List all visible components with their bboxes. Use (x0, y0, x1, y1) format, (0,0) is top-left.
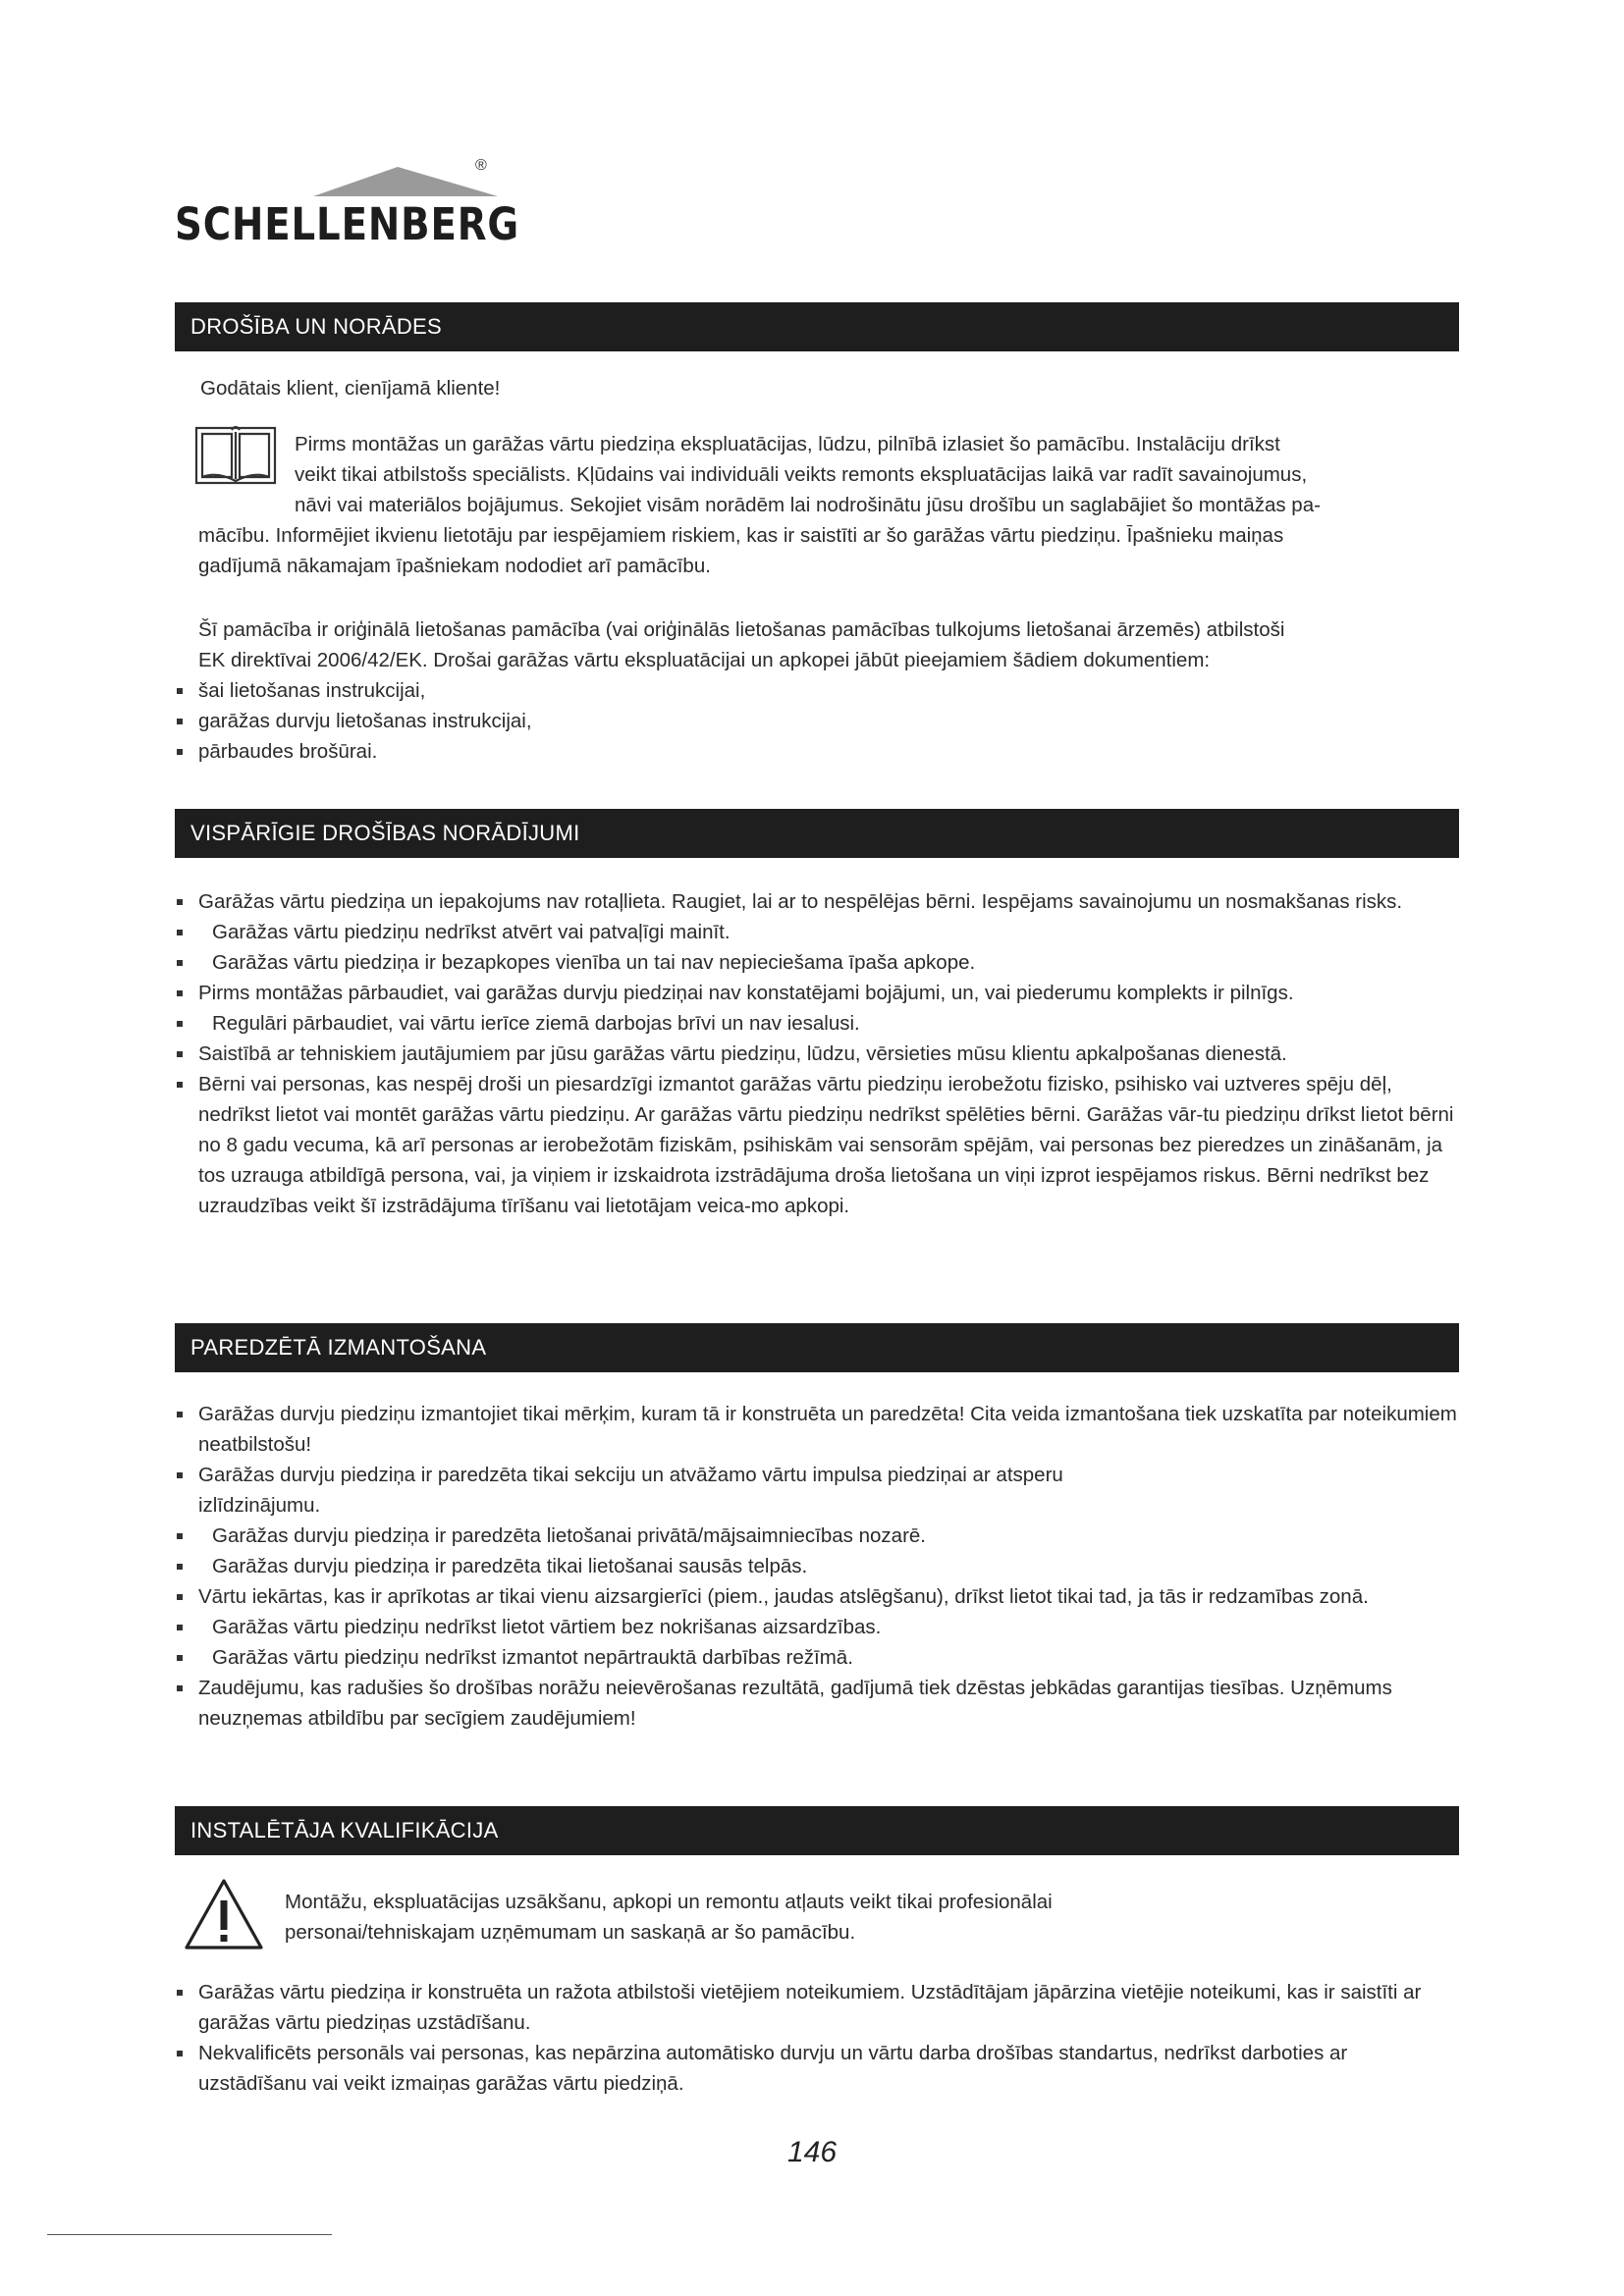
brand-name: SCHELLENBERG (175, 198, 520, 250)
page-number: 146 (786, 2136, 838, 2168)
installer-list (175, 1977, 1457, 2099)
greeting: Godātais klient, cienījamā kliente! (200, 377, 501, 400)
list-item: Bērni vai personas, kas nespēj droši un piesardzīgi izmantot garāžas vārtu piedziņu ierobežotu fizisko, psihisko vai uztveres spēju dēļ, nedrīkst lietot vai montēt garāžas vārtu piedziņu. Ar garāžas vārtu piedziņu nedrīkst spēlēties bērni. Garāžas vār-tu piedziņu drīkst lietot bērni no 8 gadu vecuma, kā arī personas ar ierobežotām fiziskām, psihiskām vai sensorām spējām, vai personas bez pieredzes un zināšanām, ja tos uzrauga atbildīgā persona, vai, ja viņiem ir izskaidrota izstrādājuma droša lietošana un viņi izprot iespējamos riskus. Bērni nedrīkst bez uzraudzības veikt šī izstrādājuma tīrīšanu vai lietotājam veica-mo apkopi. (175, 1069, 1457, 1221)
list-item: Garāžas durvju piedziņa ir paredzēta tikai lietošanai sausās telpās. (175, 1551, 1457, 1581)
document-list (175, 675, 1451, 767)
warning-triangle-icon (183, 1877, 265, 1951)
list-item: garāžas durvju lietošanas instrukcijai, (175, 706, 1451, 736)
intro-line: mācību. Informējiet ikvienu lietotāju par iespējamiem riskiem, kas ir saistīti ar šo garāžas vārtu piedziņu. Īpašnieku maiņas (198, 524, 1284, 547)
list-item: pārbaudes brošūrai. (175, 736, 1451, 767)
list-item: Garāžas durvju piedziņa ir paredzēta lietošanai privātā/mājsaimniecības nozarē. (175, 1521, 1457, 1551)
section-heading-installer: INSTALĒTĀJA KVALIFIKĀCIJA (175, 1806, 1459, 1855)
intro-line: gadījumā nākamajam īpašniekam nododiet arī pamācību. (198, 555, 711, 577)
list-item: Pirms montāžas pārbaudiet, vai garāžas durvju piedziņai nav konstatējami bojājumi, un, vai piederumu komplekts ir pilnīgs. (175, 978, 1457, 1008)
intended-use-list (175, 1399, 1457, 1734)
section-heading-safety: DROŠĪBA UN NORĀDES (175, 302, 1459, 351)
intro-line: nāvi vai materiālos bojājumus. Sekojiet visām norādēm lai nodrošinātu jūsu drošību un saglabājiet šo montāžas pa- (295, 494, 1321, 516)
list-item: šai lietošanas instrukcijai, (175, 675, 1451, 706)
footer-rule (47, 2234, 332, 2235)
list-item: Garāžas durvju piedziņa ir paredzēta tikai sekciju un atvāžamo vārtu impulsa piedziņai ar atsperu izlīdzinājumu. (175, 1460, 1141, 1521)
warning-line: personai/tehniskajam uzņēmumam un saskaņā ar šo pamācību. (285, 1921, 856, 1944)
list-item: Garāžas vārtu piedziņu nedrīkst lietot vārtiem bez nokrišanas aizsardzības. (175, 1612, 1457, 1642)
list-item: Vārtu iekārtas, kas ir aprīkotas ar tikai vienu aizsargierīci (piem., jaudas atslēgšanu), drīkst lietot tikai tad, ja tās ir redzamības zonā. (175, 1581, 1457, 1612)
doc-line: Šī pamācība ir oriģinālā lietošanas pamācība (vai oriģinālās lietošanas pamācības tulkojums lietošanai ārzemēs) atbilstoši (198, 618, 1285, 641)
list-item: Garāžas vārtu piedziņu nedrīkst izmantot nepārtrauktā darbības režīmā. (175, 1642, 1457, 1673)
list-item: Saistībā ar tehniskiem jautājumiem par jūsu garāžas vārtu piedziņu, lūdzu, vērsieties mūsu klientu apkalpošanas dienestā. (175, 1039, 1457, 1069)
list-item: Zaudējumu, kas radušies šo drošības norāžu neievērošanas rezultātā, gadījumā tiek dzēstas jebkādas garantijas tiesības. Uzņēmums neuzņemas atbildību par secīgiem zaudējumiem! (175, 1673, 1457, 1734)
list-item: Nekvalificēts personāls vai personas, kas nepārzina automātisko durvju un vārtu darba drošības standartus, nedrīkst darboties ar uzstādīšanu vai veikt izmaiņas garāžas vārtu piedziņā. (175, 2038, 1457, 2099)
list-item: Garāžas vārtu piedziņa ir konstruēta un ražota atbilstoši vietējiem noteikumiem. Uzstādītājam jāpārzina vietējie noteikumi, kas ir saistīti ar garāžas vārtu piedziņas uzstādīšanu. (175, 1977, 1457, 2038)
list-item: Garāžas vārtu piedziņu nedrīkst atvērt vai patvaļīgi mainīt. (175, 917, 1457, 947)
warning-line: Montāžu, ekspluatācijas uzsākšanu, apkopi un remontu atļauts veikt tikai profesionālai (285, 1891, 1053, 1913)
list-item: Regulāri pārbaudiet, vai vārtu ierīce ziemā darbojas brīvi un nav iesalusi. (175, 1008, 1457, 1039)
intro-line: Pirms montāžas un garāžas vārtu piedziņa ekspluatācijas, lūdzu, pilnībā izlasiet šo pamācību. Instalāciju drīkst (295, 433, 1280, 455)
list-item: Garāžas durvju piedziņu izmantojiet tikai mērķim, kuram tā ir konstruēta un paredzēta! Cita veida izmantošana tiek uzskatīta par noteikumiem neatbilstošu! (175, 1399, 1457, 1460)
section-heading-intended-use: PAREDZĒTĀ IZMANTOŠANA (175, 1323, 1459, 1372)
list-item: Garāžas vārtu piedziņa ir bezapkopes vienība un tai nav nepieciešama īpaša apkope. (175, 947, 1457, 978)
list-item: Garāžas vārtu piedziņa un iepakojums nav rotaļlieta. Raugiet, lai ar to nespēlējas bērni. Iespējams savainojumu un nosmakšanas risks. (175, 886, 1457, 917)
doc-line: EK direktīvai 2006/42/EK. Drošai garāžas vārtu ekspluatācijai un apkopei jābūt pieejamiem šādiem dokumentiem: (198, 649, 1211, 671)
section-heading-general: VISPĀRĪGIE DROŠĪBAS NORĀDĪJUMI (175, 809, 1459, 858)
intro-line: veikt tikai atbilstošs speciālists. Kļūdains vai individuāli veikts remonts ekspluatācijas laikā var radīt savainojumus, (295, 463, 1308, 486)
registered-mark: ® (475, 157, 487, 174)
general-safety-list (175, 886, 1457, 1221)
manual-book-icon (194, 422, 277, 487)
roof-logo-icon (213, 165, 498, 198)
